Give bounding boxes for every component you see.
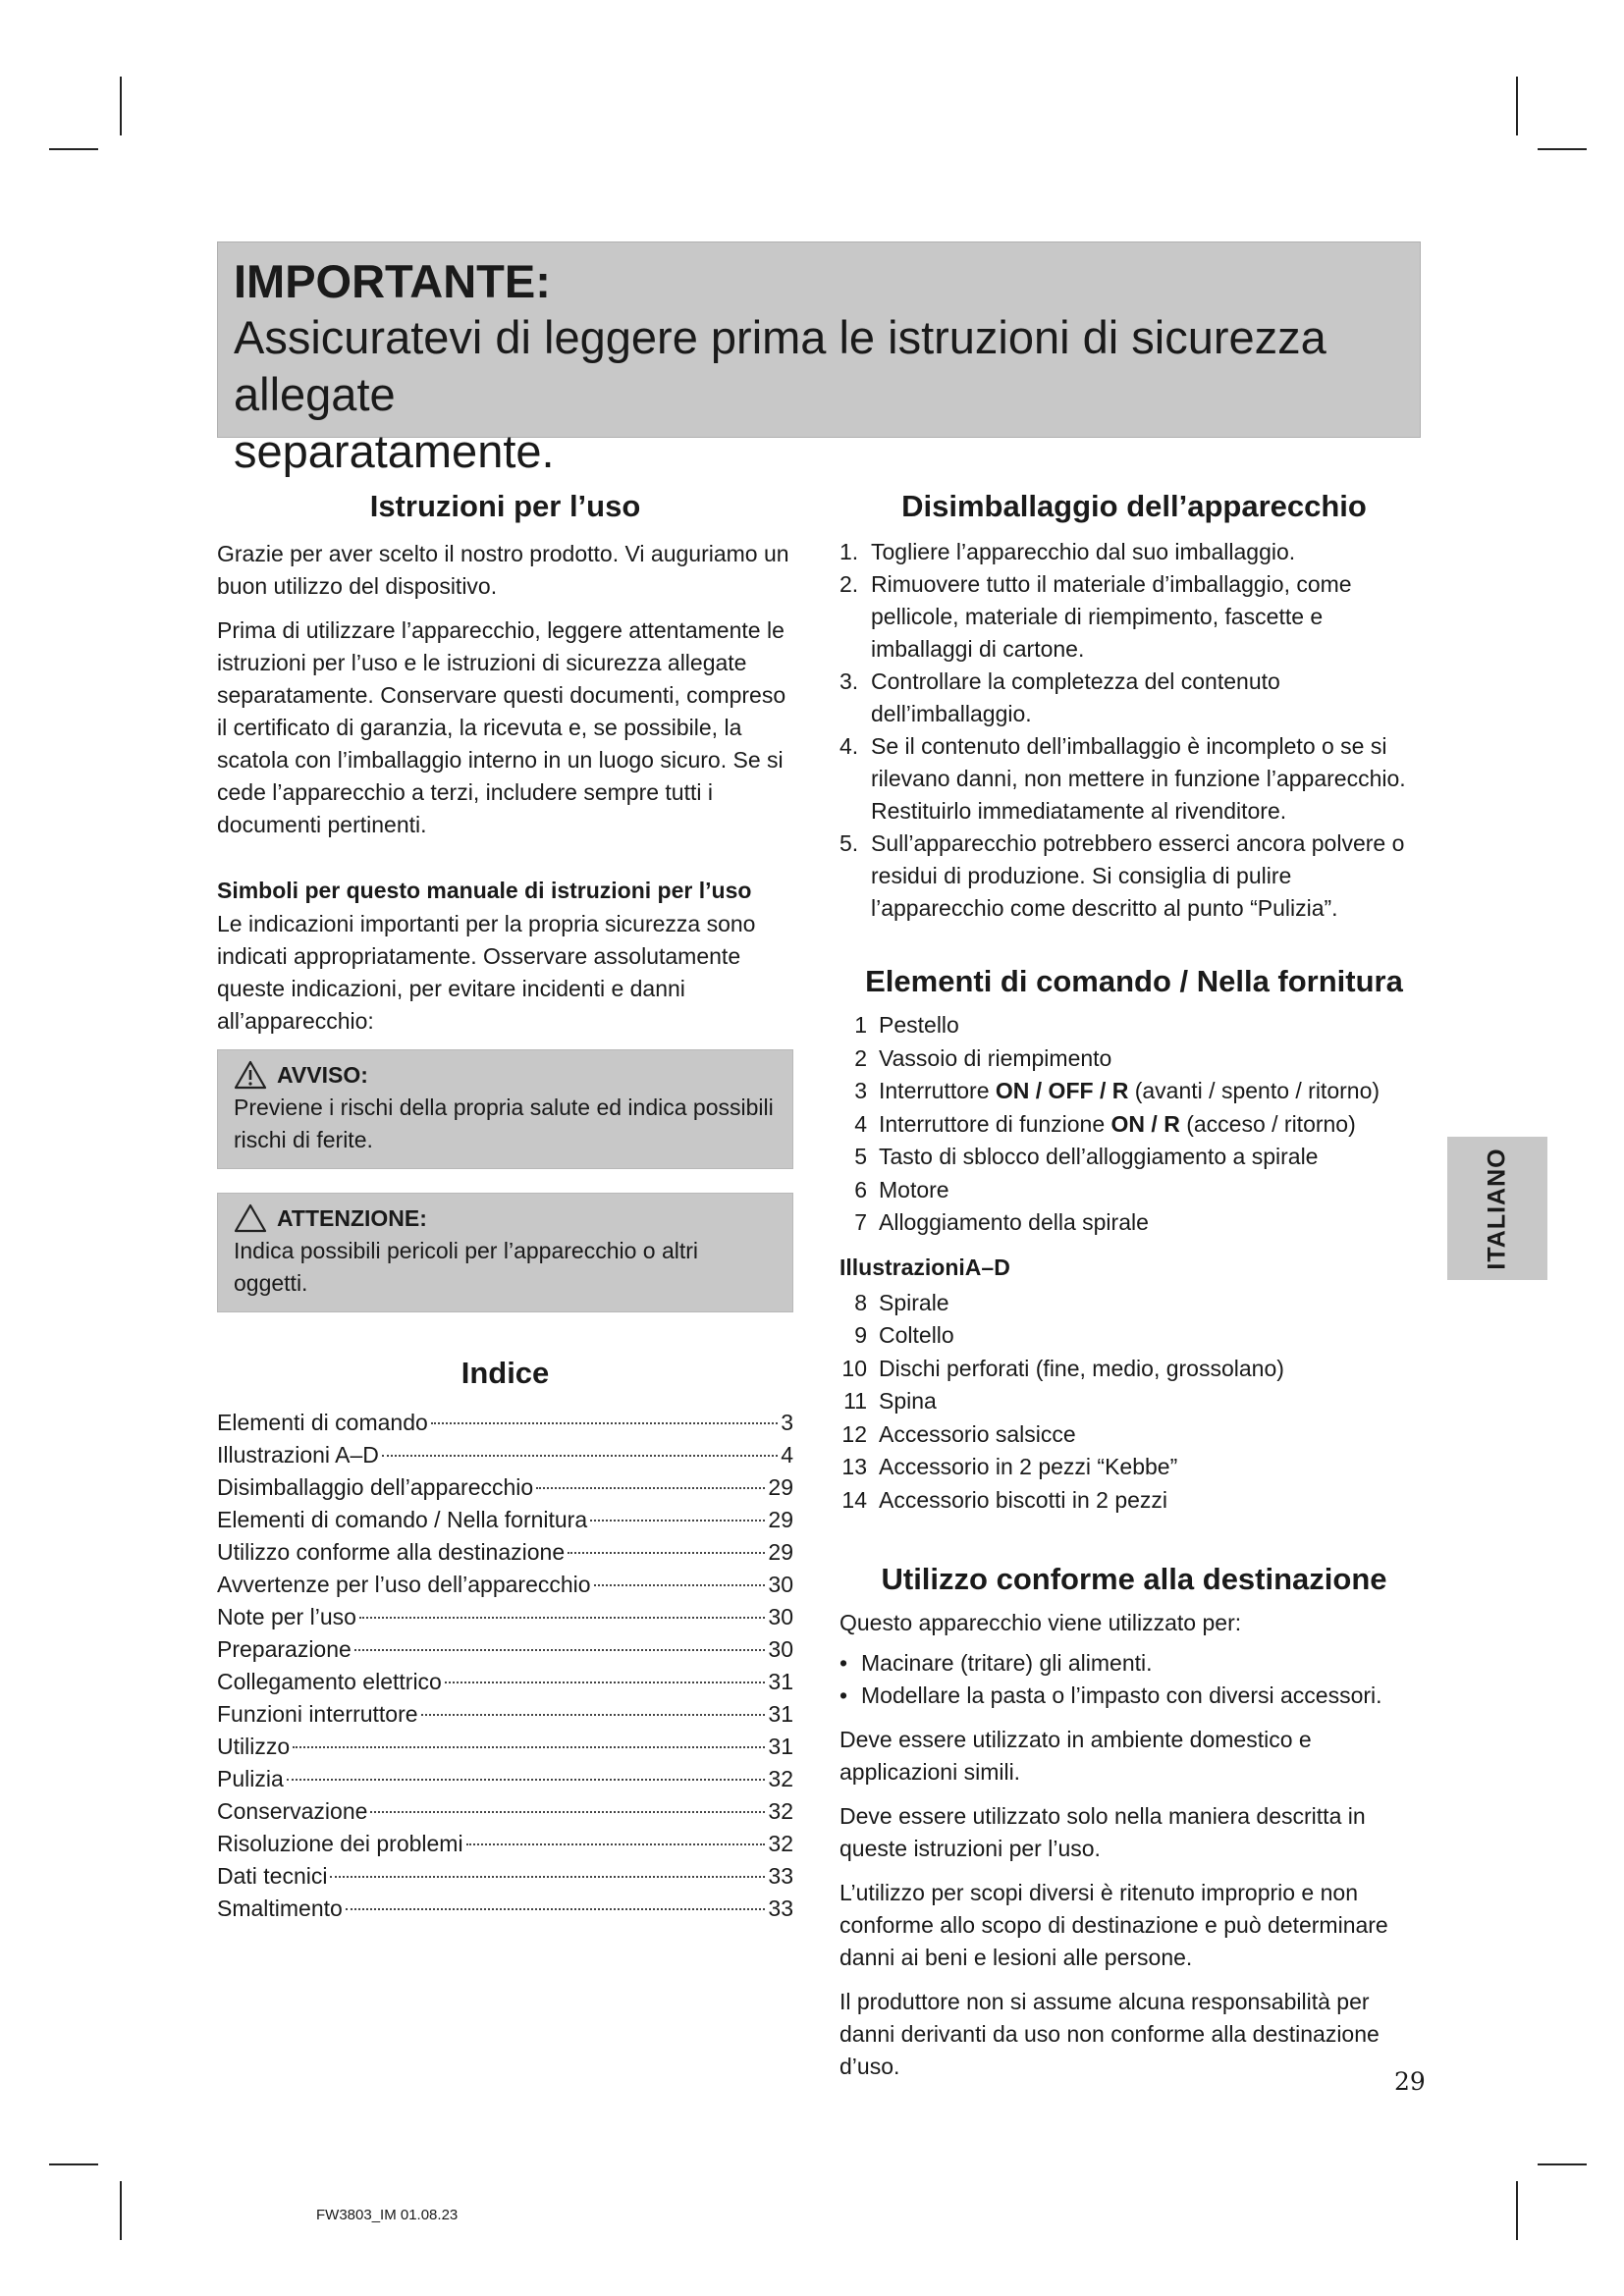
crop-mark xyxy=(49,148,98,150)
important-banner xyxy=(217,241,1421,477)
caution-triangle-icon xyxy=(234,1203,267,1233)
toc-entry[interactable]: Risoluzione dei problemi 32 xyxy=(217,1831,793,1856)
toc-entry[interactable]: Pulizia 32 xyxy=(217,1766,793,1791)
toc-entry[interactable]: Utilizzo 31 xyxy=(217,1734,793,1759)
list-item: 1. Togliere l’apparecchio dal suo imballaggio. xyxy=(839,539,1296,564)
language-tab xyxy=(1447,1137,1547,1280)
symbols-heading: Simboli per questo manuale di istruzioni per l’uso xyxy=(217,878,752,903)
list-item: 3. Controllare la completezza del contenuto dell’imballaggio. xyxy=(839,668,1280,726)
banner-line-1: Assicuratevi di leggere prima le istruzioni di sicurezza allegate xyxy=(234,311,1326,420)
toc-entry[interactable]: Utilizzo conforme alla destinazione 29 xyxy=(217,1539,793,1565)
crop-mark xyxy=(1516,77,1518,135)
toc-entry[interactable]: Elementi di comando 3 xyxy=(217,1410,793,1435)
caution-title: ATTENZIONE: xyxy=(277,1205,427,1231)
banner-line-2: separatamente. xyxy=(234,425,555,477)
list-item: 6 Motore xyxy=(854,1176,949,1202)
toc-entry[interactable]: Preparazione 30 xyxy=(217,1636,793,1662)
list-item: 13 Accessorio in 2 pezzi “Kebbe” xyxy=(841,1454,1178,1479)
toc-entry[interactable]: Smaltimento 33 xyxy=(217,1896,793,1921)
crop-mark xyxy=(1538,2163,1587,2165)
list-item: 7 Alloggiamento della spirale xyxy=(854,1209,1149,1235)
list-item: 2. Rimuovere tutto il materiale d’imballaggio, come pellicole, materiale di riempimento, fascette e imballaggi di cartone. xyxy=(839,571,1352,662)
page-number: 29 xyxy=(1394,2067,1426,2096)
language-tab-label: ITALIANO xyxy=(1483,1147,1511,1270)
symbols-paragraph: Le indicazioni importanti per la propria sicurezza sono indicati appropriatamente. Osservare assolutamente queste indicazioni, per evitare incidenti e danni all’apparecchio: xyxy=(217,911,756,1034)
warning-title: AVVISO: xyxy=(277,1062,368,1088)
warning-triangle-icon xyxy=(234,1060,267,1090)
right-column xyxy=(839,487,1429,2083)
list-item: 4. Se il contenuto dell’imballaggio è incompleto o se si rilevano danni, non mettere in funzione l’apparecchio. Restituirlo immediatamente al rivenditore. xyxy=(839,733,1406,824)
toc-entry[interactable]: Illustrazioni A–D 4 xyxy=(217,1442,793,1468)
intended-use-paragraph: Il produttore non si assume alcuna responsabilità per danni derivanti da uso non conforme alla destinazione d’uso. xyxy=(839,1989,1380,2079)
toc-entry[interactable]: Elementi di comando / Nella fornitura 29 xyxy=(217,1507,793,1532)
caution-text: Indica possibili pericoli per l’apparecchio o altri oggetti. xyxy=(234,1238,699,1296)
crop-mark xyxy=(120,77,122,135)
section-heading-unpacking: Disimballaggio dell’apparecchio xyxy=(901,489,1367,523)
left-column xyxy=(217,487,793,1925)
section-heading-controls: Elementi di comando / Nella fornitura xyxy=(865,964,1403,998)
list-item: 14 Accessorio biscotti in 2 pezzi xyxy=(841,1486,1168,1513)
intended-use-paragraph: Deve essere utilizzato solo nella maniera descritta in queste istruzioni per l’uso. xyxy=(839,1803,1366,1861)
warning-box xyxy=(217,1049,793,1169)
crop-mark xyxy=(120,2181,122,2240)
intended-use-paragraph: L’utilizzo per scopi diversi è ritenuto improprio e non conforme allo scopo di destinazione e può determinare danni ai beni e lesioni alle persone. xyxy=(839,1880,1388,1970)
section-heading-instructions: Istruzioni per l’uso xyxy=(369,489,641,523)
toc-entry[interactable]: Collegamento elettrico 31 xyxy=(217,1669,793,1694)
illustrations-heading: IllustrazioniA–D xyxy=(839,1254,1010,1280)
list-item: • Modellare la pasta o l’impasto con diversi accessori. xyxy=(839,1682,1382,1708)
list-item: 10 Dischi perforati (fine, medio, grossolano) xyxy=(841,1355,1284,1381)
caution-box xyxy=(217,1193,793,1312)
crop-mark xyxy=(49,2163,98,2165)
intended-use-intro: Questo apparecchio viene utilizzato per: xyxy=(839,1610,1242,1635)
list-item: 12 Accessorio salsicce xyxy=(841,1420,1076,1447)
list-item: 11 Spina xyxy=(843,1388,937,1414)
list-item: 5 Tasto di sblocco dell’alloggiamento a spirale xyxy=(854,1144,1319,1169)
toc-entry[interactable]: Avvertenze per l’uso dell’apparecchio 30 xyxy=(217,1572,793,1597)
list-item: 4 Interruttore di funzione ON / R (acceso / ritorno) xyxy=(854,1110,1356,1137)
toc-entry[interactable]: Conservazione 32 xyxy=(217,1798,793,1824)
toc-entry[interactable]: Disimballaggio dell’apparecchio 29 xyxy=(217,1474,793,1500)
section-heading-index: Indice xyxy=(460,1356,550,1390)
list-item: 9 Coltello xyxy=(854,1322,954,1348)
unpacking-steps xyxy=(839,536,1429,925)
instructions-paragraph: Prima di utilizzare l’apparecchio, leggere attentamente le istruzioni per l’uso e le istruzioni di sicurezza allegate separatamente. Conservare questi documenti, compreso il certificato di garanzia, la ricevuta e, se possibile, la scatola con l’imballaggio interno in un luogo sicuro. Se si cede l’apparecchio a terzi, includere sempre tutti i documenti pertinenti. xyxy=(217,617,786,837)
crop-mark xyxy=(1538,148,1587,150)
section-heading-intended-use: Utilizzo conforme alla destinazione xyxy=(881,1562,1387,1596)
intended-use-paragraph: Deve essere utilizzato in ambiente domestico e applicazioni simili. xyxy=(839,1727,1312,1785)
list-item: 1 Pestello xyxy=(854,1012,959,1038)
table-of-contents xyxy=(217,1407,793,1925)
toc-entry[interactable]: Dati tecnici 33 xyxy=(217,1863,793,1889)
list-item: • Macinare (tritare) gli alimenti. xyxy=(839,1650,1153,1676)
list-item: 2 Vassoio di riempimento xyxy=(854,1044,1112,1071)
intended-use-bullets xyxy=(839,1647,1429,1712)
footer-code: FW3803_IM 01.08.23 xyxy=(316,2207,459,2223)
toc-entry[interactable]: Note per l’uso 30 xyxy=(217,1604,793,1629)
toc-entry[interactable]: Funzioni interruttore 31 xyxy=(217,1701,793,1727)
list-item: 8 Spirale xyxy=(854,1289,949,1315)
list-item: 5. Sull’apparecchio potrebbero esserci ancora polvere o residui di produzione. Si consiglia di pulire l’apparecchio come descritto al punto “Pulizia”. xyxy=(839,830,1405,921)
illustrations-list xyxy=(839,1287,1429,1518)
crop-mark xyxy=(1516,2181,1518,2240)
intro-paragraph: Grazie per aver scelto il nostro prodotto. Vi auguriamo un buon utilizzo del dispositivo. xyxy=(217,541,789,599)
warning-text: Previene i rischi della propria salute ed indica possibili rischi di ferite. xyxy=(234,1095,774,1152)
list-item: 3 Interruttore ON / OFF / R (avanti / spento / ritorno) xyxy=(854,1078,1380,1103)
banner-title: IMPORTANTE: xyxy=(234,255,551,307)
controls-list xyxy=(839,1009,1429,1240)
